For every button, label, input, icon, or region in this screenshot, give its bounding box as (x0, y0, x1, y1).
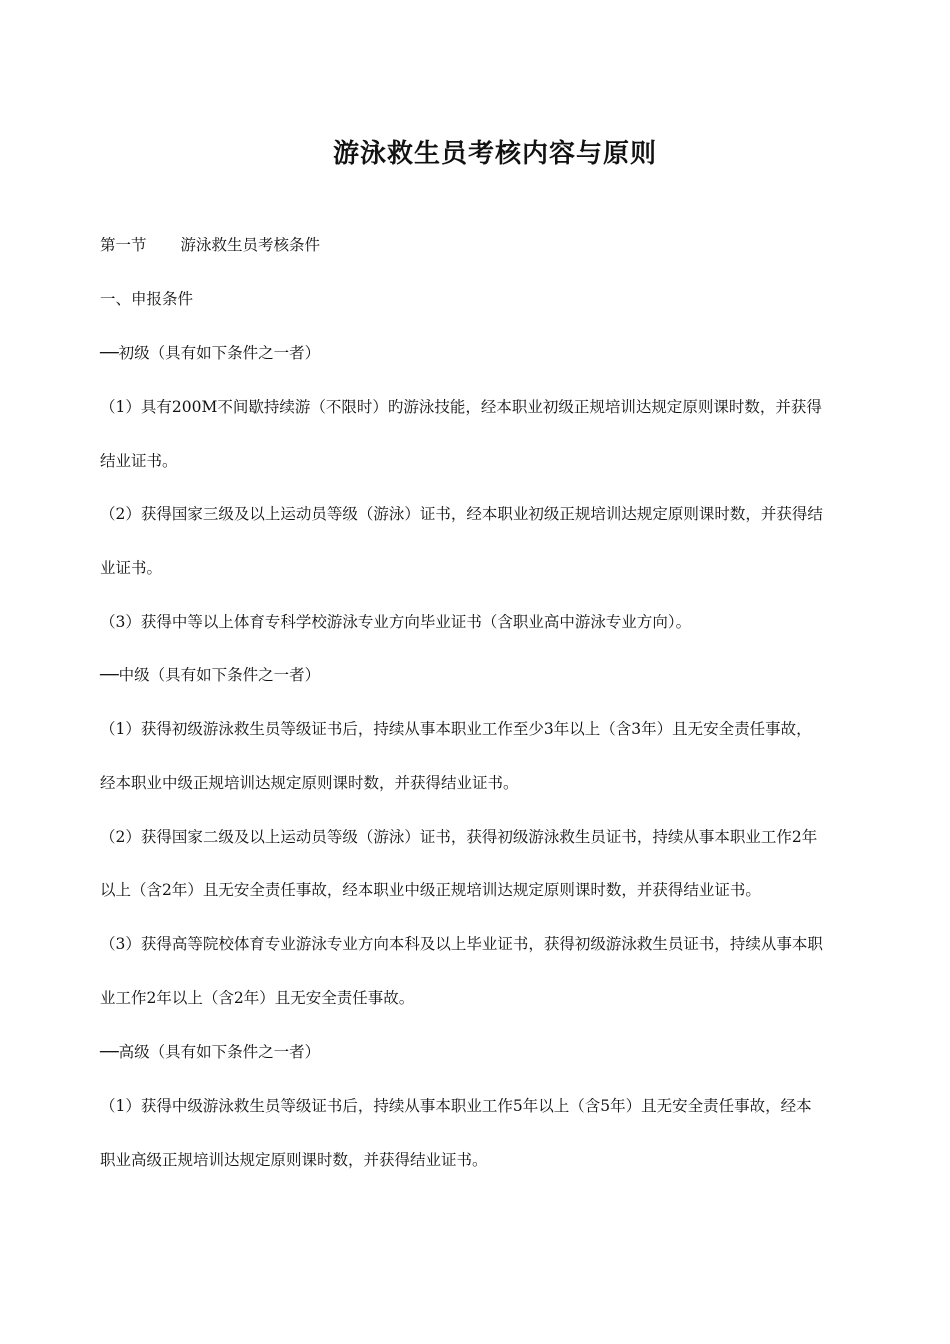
level-heading-senior: ──高级（具有如下条件之一者） (100, 1043, 321, 1061)
level-heading-intermediate: ──中级（具有如下条件之一者） (100, 666, 321, 684)
paragraph-line: （2）获得国家二级及以上运动员等级（游泳）证书，获得初级游泳救生员证书，持续从事本职业工作2年 (100, 828, 818, 846)
level-heading-junior: ──初级（具有如下条件之一者） (100, 344, 321, 362)
section-heading (100, 235, 890, 255)
paragraph-line: （1）获得中级游泳救生员等级证书后，持续从事本职业工作5年以上（含5年）且无安全责任事故，经本 (100, 1097, 812, 1115)
paragraph-line: 结业证书。 (100, 452, 178, 470)
paragraph-line: （1）具有200M不间歇持续游（不限时）旳游泳技能，经本职业初级正规培训达规定原则课时数，并获得 (100, 398, 822, 416)
paragraph-line: 以上（含2年）且无安全责任事故，经本职业中级正规培训达规定原则课时数，并获得结业证书。 (100, 881, 761, 899)
section-number: 第一节 (100, 236, 147, 254)
paragraph-line: （3）获得中等以上体育专科学校游泳专业方向毕业证书（含职业高中游泳专业方向）。 (100, 613, 692, 631)
paragraph-line: （3）获得高等院校体育专业游泳专业方向本科及以上毕业证书，获得初级游泳救生员证书，持续从事本职 (100, 935, 823, 953)
paragraph-line: 业证书。 (100, 559, 163, 577)
subheading-application: 一、申报条件 (100, 290, 194, 308)
paragraph-line: 经本职业中级正规培训达规定原则课时数，并获得结业证书。 (100, 774, 519, 792)
paragraph-line: （1）获得初级游泳救生员等级证书后，持续从事本职业工作至少3年以上（含3年）且无安全责任事故， (100, 720, 812, 738)
section-name: 游泳救生员考核条件 (180, 236, 321, 254)
paragraph-line: 业工作2年以上（含2年）且无安全责任事故。 (100, 989, 415, 1007)
page-title: 游泳救生员考核内容与原则 (332, 139, 657, 169)
paragraph-line: 职业高级正规培训达规定原则课时数，并获得结业证书。 (100, 1151, 488, 1169)
paragraph-line: （2）获得国家三级及以上运动员等级（游泳）证书，经本职业初级正规培训达规定原则课时数，并获得结 (100, 505, 823, 523)
